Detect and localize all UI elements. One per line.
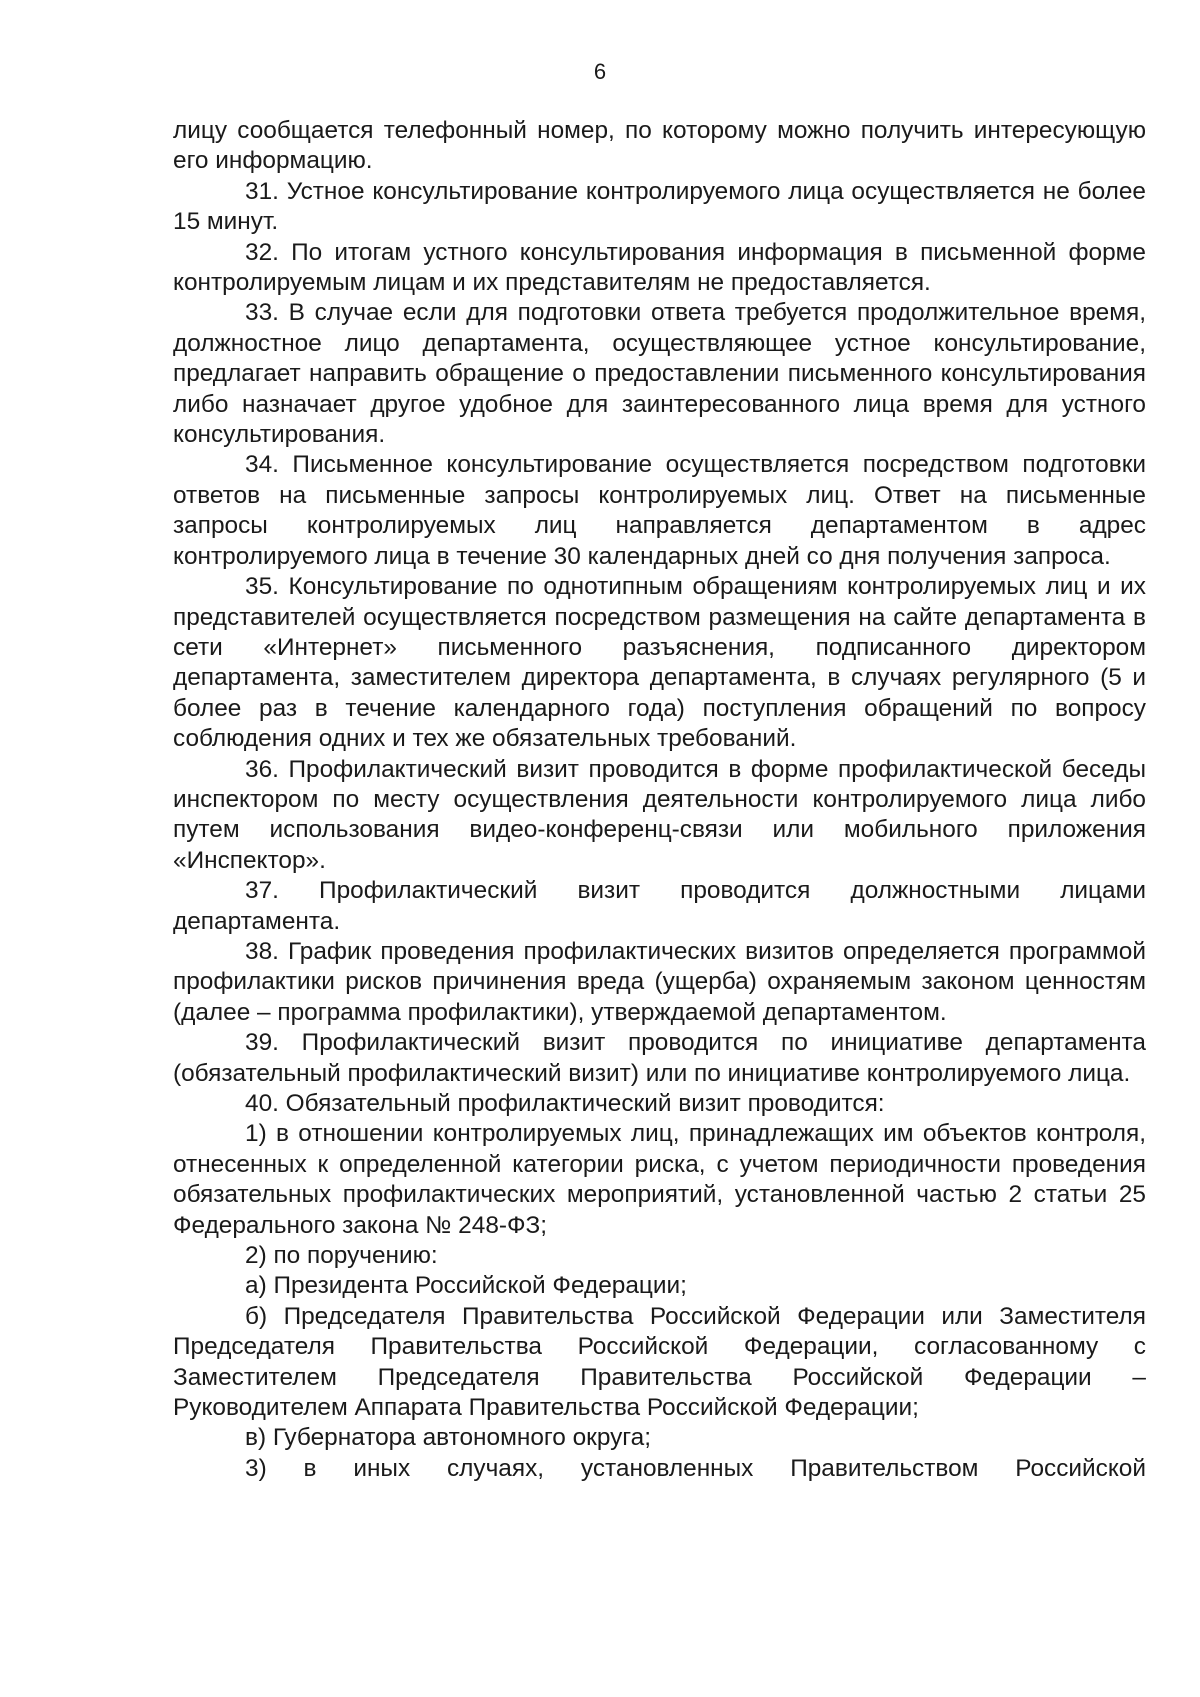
paragraph-40-item-2b: б) Председателя Правительства Российской Федерации или Заместителя Председателя Правительства Российской Федерации, согласованному с Заместителем Председателя Правительства Российской Федерации – Руководителем Аппарата Правительства Российской Федерации;: [173, 1302, 1146, 1422]
paragraph-40-item-3: 3) в иных случаях, установленных Правительством Российской: [245, 1454, 1146, 1482]
paragraph-continuation: лицу сообщается телефонный номер, по которому можно получить интересующую его информацию.: [173, 117, 1146, 175]
paragraph-33: 33. В случае если для подготовки ответа требуется продолжительное время, должностное лицо департамента, осуществляющее устное консультирование, предлагает направить обращение о предоставлении письменного консультирования либо назначает другое удобное для заинтересованного лица время для устного консультирования.: [173, 299, 1146, 449]
paragraph-32: 32. По итогам устного консультирования информация в письменной форме контролируемым лицам и их представителям не предоставляется.: [173, 238, 1146, 297]
paragraph-31: 31. Устное консультирование контролируемого лица осуществляется не более 15 минут.: [173, 177, 1146, 236]
paragraph-40-item-2v: в) Губернатора автономного округа;: [245, 1424, 652, 1452]
paragraph-40-item-2a: а) Президента Российской Федерации;: [245, 1272, 687, 1300]
paragraph-38: 38. График проведения профилактических визитов определяется программой профилактики рисков причинения вреда (ущерба) охраняемым законом ценностям (далее – программа профилактики), утверждаемой департаментом.: [173, 937, 1146, 1026]
paragraph-40: 40. Обязательный профилактический визит проводится:: [245, 1090, 885, 1117]
document-body: [173, 116, 1146, 1484]
paragraph-35: 35. Консультирование по однотипным обращениям контролируемых лиц и их представителей осуществляется посредством размещения на сайте департамента в сети «Интернет» письменного разъяснения, подписанного директором департамента, заместителем директора департамента, в случаях регулярного (5 и более раз в течение календарного года) поступления обращений по вопросу соблюдения одних и тех же обязательных требований.: [173, 573, 1146, 753]
paragraph-40-item-1: 1) в отношении контролируемых лиц, принадлежащих им объектов контроля, отнесенных к определенной категории риска, с учетом периодичности проведения обязательных профилактических мероприятий, установленной частью 2 статьи 25 Федерального закона № 248-ФЗ;: [173, 1120, 1146, 1239]
paragraph-34: 34. Письменное консультирование осуществляется посредством подготовки ответов на письменные запросы контролируемых лиц. Ответ на письменные запросы контролируемых лиц направляется департаментом в адрес контролируемого лица в течение 30 календарных дней со дня получения запроса.: [173, 451, 1146, 570]
paragraph-39: 39. Профилактический визит проводится по инициативе департамента (обязательный профилактический визит) или по инициативе контролируемого лица.: [173, 1029, 1146, 1087]
page-number: 6: [593, 59, 607, 84]
paragraph-36: 36. Профилактический визит проводится в форме профилактической беседы инспектором по месту осуществления деятельности контролируемого лица либо путем использования видео-конференц-связи или мобильного приложения «Инспектор».: [173, 755, 1146, 874]
paragraph-40-item-2: 2) по поручению:: [245, 1242, 438, 1270]
paragraph-37: 37. Профилактический визит проводится должностными лицами департамента.: [173, 877, 1146, 935]
